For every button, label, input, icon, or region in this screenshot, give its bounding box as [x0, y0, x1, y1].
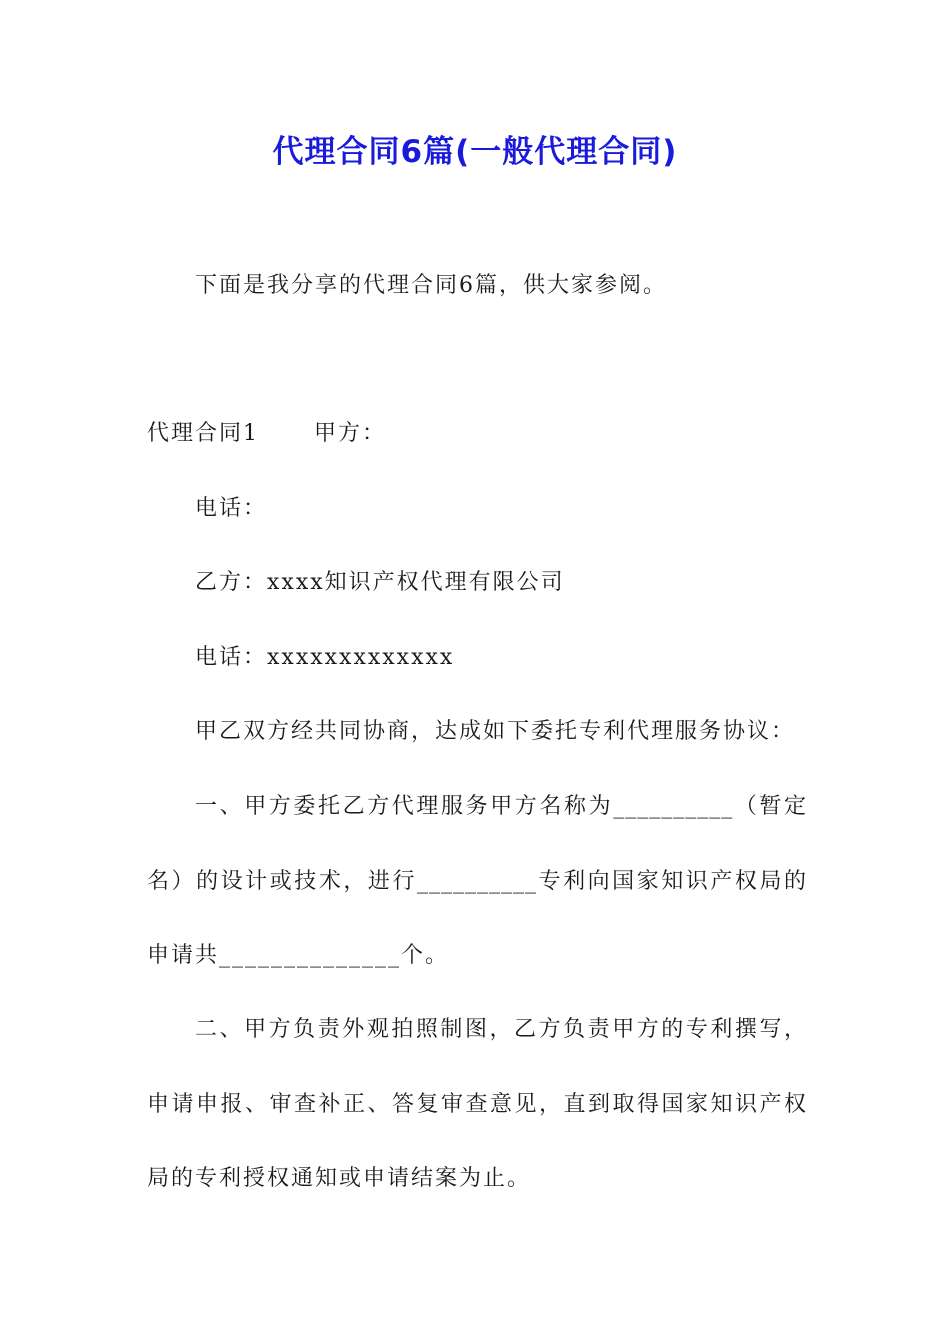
agreement-intro: 甲乙双方经共同协商，达成如下委托专利代理服务协议： — [195, 719, 796, 744]
clause1-line1: 一、甲方委托乙方代理服务甲方名称为__________（暂定 — [195, 794, 807, 819]
section-heading: 代理合同1 — [147, 421, 259, 446]
clause2-line1: 二、甲方负责外观拍照制图，乙方负责甲方的专利撰写， — [195, 1017, 807, 1042]
party-a-label: 甲方： — [314, 421, 387, 446]
clause2-line3: 局的专利授权通知或申请结案为止。 — [147, 1166, 532, 1191]
phone-b-line: 电话：xxxxxxxxxxxxx — [195, 645, 455, 670]
clause2-line2: 申请申报、审查补正、答复审查意见，直到取得国家知识产权 — [147, 1092, 807, 1117]
clause1-line2: 名）的设计或技术，进行__________专利向国家知识产权局的 — [147, 869, 807, 894]
phone-a-line: 电话： — [195, 496, 268, 521]
section-heading-row — [147, 416, 386, 452]
intro-paragraph: 下面是我分享的代理合同6篇，供大家参阅。 — [195, 273, 667, 298]
clause1-line3: 申请共______________个。 — [147, 943, 450, 968]
document-title: 代理合同6篇(一般代理合同) — [272, 134, 678, 170]
party-b-line: 乙方：xxxx知识产权代理有限公司 — [195, 570, 565, 595]
